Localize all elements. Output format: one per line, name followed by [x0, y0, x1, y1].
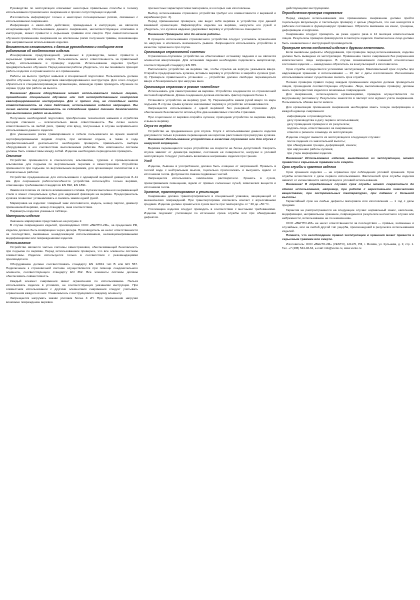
body-paragraph: ООО «ВЕНТО-2М» не несет ответственности за последствия — прямые, косвенные и случайные, или за любой другой тип ущерба, произошедший в результате использования изделий.	[282, 220, 414, 233]
body-paragraph: Запрещается использовать химические растворители. Хранить в сухом, проветриваемом помещении, вдали от прямых солнечных лучей, химических веществ и источников тепла.	[144, 176, 276, 189]
body-paragraph: Страховочно-спусковое устройство не обеспечивает остановку падения и не является элементом амортизации. Для остановки падения необходимо подключить амортизатор, соответствующий стандарту EN 355.	[144, 54, 276, 67]
body-paragraph: Зажим изготовлен из лёгкого алюминиевого сплава. Кулачок выполнен из нержавеющей стали и имеет специальные зубья для надёжной фиксации на верёвке. Предохранитель кулачка позволяет устанавливать и снимать зажим одной рукой.	[6, 187, 138, 200]
section-heading: Спуск по верёвке	[144, 124, 172, 129]
list-item: • при обнаружении трещин, деформаций, износа;	[287, 143, 414, 147]
body-paragraph: Запрещается использование с одной верёвкой без резервной страховки. Для обеспечения безопасности используйте два независимых способа страховки.	[144, 106, 276, 115]
body-paragraph: Запрещается нагружать зажим усилием более 4 кН. При превышении нагрузки возможно повреждение верёвки.	[6, 295, 138, 304]
warning-paragraph: Внимание! Проверьте это до начала работы.	[148, 32, 221, 37]
emphasis-paragraph: Помните, что несоблюдение правил эксплуатации и хранения может привести к серьезным травмам или смерти.	[282, 233, 414, 242]
body-paragraph: Изделие следует вывести из эксплуатации в следующих случаях:	[286, 134, 381, 139]
body-paragraph: Изготовитель информирует только о некоторых потенциальных рисках, связанных с использованием снаряжения.	[6, 14, 138, 23]
body-paragraph: Каждый элемент снаряжения имеет ограничения по использованию. Нельзя использовать изделие в условиях, не соответствующих указаниям инструкции. При совместном использовании с другими элементами снаряжения следует учитывать ограничения каждого из них. Ознакомьтесь с инструкциями к каждому элементу.	[6, 278, 138, 295]
list-item: • отметки о ремонте и выводе из эксплуатации.	[287, 130, 414, 134]
body-paragraph: Для организации применения снаряжения необходимо иметь точную информацию о каждой единице снаряжения:	[282, 105, 414, 114]
body-paragraph: Для снаряжения, используемого организациями, проверка осуществляется по внутреннему регламенту. Результаты заносятся в паспорт или журнал учёта снаряжения. Пользователь обязан вести записи.	[282, 92, 414, 105]
body-paragraph: Информация о каких-либо действиях, приведенных в инструкции, не является исчерпывающей. Использование данного снаряжения, несоответствующее описанию в инструкции, может привести к серьезным травмам или смерти. При самостоятельном обучении применению снаряжения не исключены риски получения травмы, возникающие при неправильном использовании изделия.	[6, 23, 138, 44]
body-paragraph: Установите устройство на верёвку (рис. 5). Перемещайте зажим рукой вверх по мере подъема. В случае срыва кулачок заклинивает верёвку и устройство останавливается.	[144, 97, 276, 106]
body-paragraph: Устройство не предназначено для спуска. Спуск с использованием данного изделия допускается только в режиме перемещения на короткие расстояния при разгрузке кулачка.	[144, 128, 276, 137]
body-paragraph: Работы на высоте требуют навыков и специальной подготовки. Пользователь должен пройти обучение под руководством квалифицированного инструктора. Для этого следует обратиться в специализированную организацию, имеющую право проводить обучение по охране труда при работе на высоте.	[6, 74, 138, 91]
section-heading: Организация страховочной системы	[144, 50, 206, 55]
warning-paragraph: Внимание! Использование изделия, выведенного из эксплуатации, может привести к серьезным травмам или смерти.	[282, 156, 414, 165]
body-paragraph: Для уменьшения риска травмирования и гибели пользователя во время занятий сертифицированными видами спорта, при активном отдыхе, а также в ходе профессиональной деятельности необходимо проверить правильность выбора оборудования и его соответствие выполняемым работам. Все компоненты системы должны быть совместимы между собой. Изделие необходимо периодически проверять.	[6, 132, 138, 153]
body-paragraph: прочностных характеристиках материала, из которых они изготовлены.	[148, 6, 251, 10]
body-paragraph: Изделие, бывшее в употреблении, должно быть очищено от загрязнений. Промыть в теплой воде с нейтральным мылом, тщательно прополоскать и высушить вдали от источников тепла. Допускается смазка подвижных частей.	[144, 163, 276, 176]
section-heading: Проверьте места соединений изделия с другими элементами.	[282, 45, 385, 50]
warning-paragraph: Внимание! Данное оборудование может использоваться только лицами, прошедшими специальное обучение или под непосредственным контролем квалифицированного инструктора. Для и прочих лиц, не способных нести ответственность за свои действия, использование изделия запрещено. Вы лично несете ответственность за соблюдение правил техники безопасности при выполнении работ на высоте.	[6, 90, 138, 116]
body-paragraph: Устройство предназначено для использования с одинарной верёвкой диаметром 8–11 мм. Для сохранения работоспособности устройства используйте только верёвки, отвечающие требованиям стандартов EN 892, EN 1891.	[6, 175, 138, 188]
section-heading: Организация страховки в режиме «автоблок»	[144, 84, 220, 89]
list-item: • при нарушении работы кулачка;	[287, 147, 414, 151]
body-paragraph: Получение необходимой подготовки, приобретение технических навыков и отработка методов спасения — исключительно ваша ответственность. Вы лично несете ответственность за любой риск, травму или вред, полученные в случае неправильного использования данного изделия.	[6, 115, 138, 132]
text-column-3	[282, 6, 414, 596]
manufacturer-contacts: Изготовитель: ООО «ВЕНТО-2М» (VENTO), 121170, РФ, г. Москва, ул. Кульнева, д. 3, стр. 1. Тел. +7 (495) 544-46-64, e-mail: info@vento.ru, www.vento.ru	[282, 242, 414, 251]
body-paragraph: Полная проверка правил перед каждым применением изделия должна проводиться лицом, прошедшим соответствующее обучение. Лица, выполняющие проверку, должны знать характеристики изделия и возможные повреждения.	[282, 79, 414, 92]
body-paragraph: Параметры изделия указаны в таблице.	[10, 209, 68, 214]
text-column-2	[144, 6, 276, 596]
bullet-list	[282, 114, 414, 134]
section-heading: Хранение, транспортирование и утилизация	[144, 189, 219, 194]
body-paragraph: Выбор, использование страхового устройства требует его совместимости с верёвкой и карабином (рис. 3).	[144, 10, 276, 19]
body-paragraph: Устройство является частью системы самостраховки, обеспечивающей безопасность при подъеме по верёвке. Перед использованием проверьте, что все элементы системы совместимы. Изделие используется только в соответствии с рекомендациями производителя.	[6, 245, 138, 262]
body-paragraph: Устройство применяется в спелеологии, альпинизме, туризме и промышленном альпинизме для подъема по вертикальным перилам и самостраховки. Устройство применяется при подъеме по вертикальным веревкам, для организации полиспастов и в спасательных работах.	[6, 158, 138, 175]
body-paragraph: Снаряжение должно транспортироваться в специальной упаковке, защищающей от механических повреждений. При транспортировке исключить контакт с агрессивными средами. Изделие должно храниться в сухом месте при температуре от −40 до +50 °С.	[144, 194, 276, 207]
body-paragraph: действующими инструкциями.	[286, 6, 330, 10]
body-paragraph: Гарантия не распространяется на следующие случаи: нормальный износ, окисление, модификации, неправильное хранение, повреждения в результате несчастного случая или небрежности, использование не по назначению.	[282, 207, 414, 221]
body-paragraph: Оборудование должно соответствовать стандарту EN 12841 тип B или EN 567. Подключение к страховочной системе осуществляется при помощи соединительного элемента, соответствующего стандарту EN 362. Все элементы системы должны обеспечивать совместимость.	[6, 262, 138, 279]
bullet-list	[282, 139, 414, 155]
list-item: • информацию о производителе;	[287, 114, 414, 118]
list-item: • подпись лица, ответственного за снаряжение;	[287, 126, 414, 130]
body-paragraph: В случае повреждения изделий, производимых ООО «ВЕНТО-2М», за пределами РФ, изделие должно быть возвращено через дилера. Производитель не несет ответственности за последствия, вызванные ненадлежащим использованием, несанкционированными модификациями или повреждениями изделия.	[6, 223, 138, 240]
warning-paragraph: Внимание! Использование устройства в качестве спускового или для спуска с нагрузкой запрещено.	[144, 137, 276, 146]
section-heading: Внимательно ознакомьтесь с данным руководством и сообщите всем работникам об особенностях изделия.	[6, 44, 124, 53]
body-paragraph: Игнорирование предупреждений, указанных в руководстве, может привести к серьезным травмам или смерти. Пользователь несет ответственность за правильный выбор, использование и проверку изделия. Использование изделия требует предварительного обучения. Перед началом работы убедитесь, что вы понимаете принцип работы изделия и ограничения по его применению.	[6, 53, 138, 74]
list-item: • при утере маркировки изделия.	[287, 151, 414, 155]
section-heading: Описание	[6, 153, 22, 158]
body-paragraph: Снаряжение следует проверять не реже одного раза в 12 месяцев компетентным лицом. Результаты проверки фиксируются в паспорте изделия. Компетентное лицо должно быть ознакомлено с инструкцией производителя.	[282, 32, 414, 45]
section-heading: Уход	[144, 159, 152, 164]
body-paragraph: Верёвка перемещается через устройство на скорости не более допустимой. Скорость спуска зависит от диаметра верёвки, состояния её поверхности, нагрузки и условий эксплуатации. Следует учитывать возможное нагревание изделия при трении.	[144, 146, 276, 159]
body-paragraph: Утилизацию изделия следует проводить в соответствии с местными требованиями. Изделие подлежит утилизации по истечении срока службы или при обнаружении дефектов.	[144, 206, 276, 220]
body-paragraph: Срок хранения изделия — не ограничен при соблюдении условий хранения. Срок службы исчисляется с даты первого использования. Фактический срок службы изделия зависит от интенсивности эксплуатации и условий использования.	[282, 169, 414, 182]
body-paragraph: Перед каждым использованием все применяемое снаряжение должно пройти тщательную визуальную и тактильную проверку с целью убедиться, что оно находится в рабочем состоянии и функционирует правильно. Обратите внимание на износ, трещины, деформацию и коррозию.	[282, 15, 414, 32]
body-paragraph: Значение маркировки представлено на рисунке 2.	[10, 218, 83, 223]
body-paragraph: Расположите устройство на верёвке так, чтобы стрелка на корпусе указывала вверх. Откройте предохранитель кулачка, вставьте верёвку в устройство и закройте кулачок (рис. 4). Проверьте правильность установки — устройство должно свободно перемещаться вверх и блокироваться при нагрузке вниз.	[144, 67, 276, 84]
body-paragraph: Если выявлены дефекты оборудования, при проверке перед использованием, изделие должно быть выведено из эксплуатации. Применение такого снаряжения без разрешения компетентного лица запрещено. В случае возникновения сомнений относительно состояния изделия — немедленно обратитесь за консультацией к изготовителю.	[282, 50, 414, 67]
body-paragraph: В процессе использования страховочного устройства следует учитывать ограничения по нагрузке и исключать возможность рывков. Запрещается использовать устройство в качестве тормозного при спуске.	[144, 36, 276, 49]
text-column-1	[6, 6, 138, 596]
body-paragraph: Руководство по эксплуатации описывает некоторые правильные способы и технику использования страховочного снаряжения и прочих сопутствующих изделий.	[6, 6, 138, 15]
list-item: • после падения со значительной высоты;	[287, 139, 414, 143]
list-item: • дату проведения проверок и их результаты;	[287, 122, 414, 126]
section-heading: Материалы изделия	[6, 214, 40, 219]
section-heading: Периодическая проверка снаряжения	[282, 11, 343, 16]
section-heading: Срок службы и хранения изделия	[282, 165, 336, 170]
body-paragraph: Гарантийный срок на любые дефекты материала или изготовления — 1 год с даты продажи.	[282, 199, 414, 208]
section-heading: Использование	[6, 240, 31, 245]
body-paragraph: Срок службы определяется условиями эксплуатации. Максимальный срок службы при надлежащем хранении и использовании — 10 лет с даты изготовления. Интенсивное использование может существенно снизить срок службы.	[282, 66, 414, 79]
body-paragraph: Перед применением проверьте, как ведет себя верёвка в устройстве при данной взаимной ориентации. Зафиксируйте изделие на верёвке, нагрузите его рукой и убедитесь, что кулачок надежно удерживает верёвку и устройство не смещается.	[144, 19, 276, 32]
body-paragraph: Использовать для самостраховки на верёвке. Устройство соединяется со страховочной системой карабином. Длина соединения должна исключать фактор падения более 1.	[144, 88, 276, 97]
body-paragraph: При отцеплении от верёвки откройте кулачок, приподняв устройство по верёвке вверх, и выньте верёвку.	[144, 114, 276, 124]
list-item: • дату производства и дату первого использования;	[287, 118, 414, 122]
body-paragraph: Маркировка на изделии: товарный знак изготовителя, модель, номер партии, диаметр применяемой верёвки, номер стандарта, знак соответствия.	[6, 200, 138, 209]
warning-paragraph: Внимание! В определенных случаях срок службы может сократиться до одного использования, например, при работе с агрессивными химическими веществами, при экстремальных температурах, при падении с большой высоты.	[282, 182, 414, 199]
